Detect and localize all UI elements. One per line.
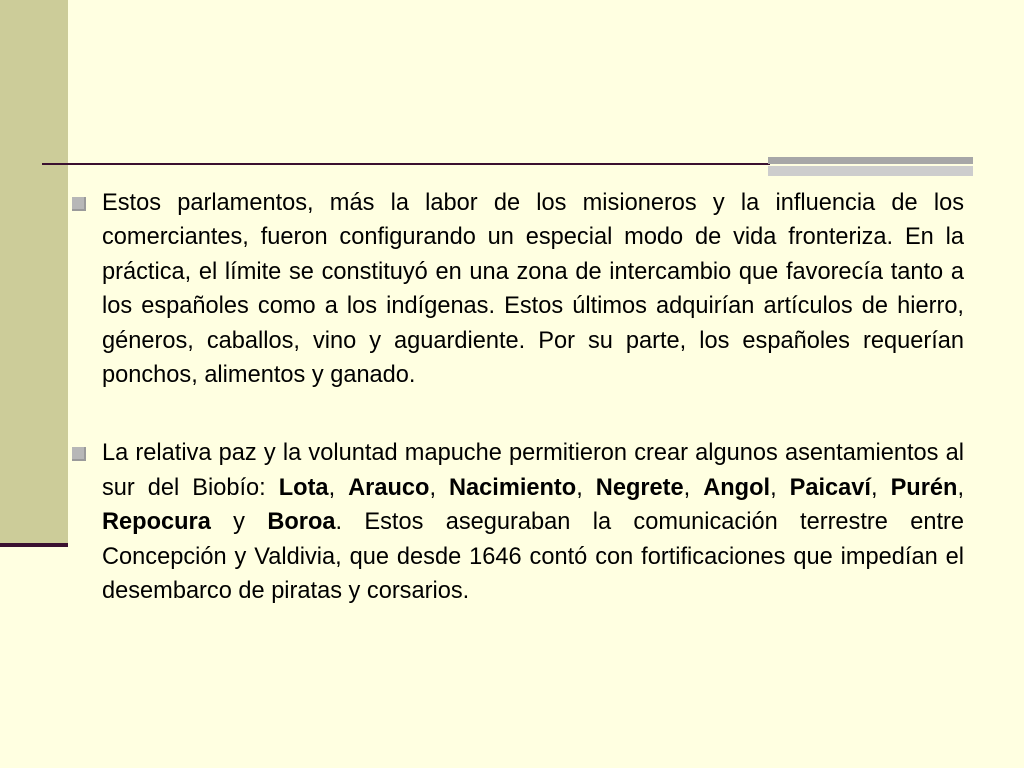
bullet-paragraph-2 bbox=[72, 436, 964, 608]
place-name: Purén bbox=[890, 474, 958, 501]
place-name: Negrete bbox=[595, 474, 684, 501]
separator: , bbox=[870, 474, 891, 501]
place-name: Arauco bbox=[348, 474, 430, 501]
place-name: Paicaví bbox=[789, 474, 871, 501]
title-accent-bands bbox=[768, 157, 973, 177]
title-divider-line bbox=[42, 163, 770, 165]
bullet-text-1: Estos parlamentos, más la labor de los misioneros y la influencia de los comerciantes, fueron configurando un especial modo de vida fronteriza. En la práctica, el límite se constituyó en una zona de intercambio que favorecía tanto a los españoles como a los indígenas. Estos últimos adquirían artículos de hierro, géneros, caballos, vino y aguardiente. Por su parte, los españoles requerían ponchos, alimentos y ganado. bbox=[102, 190, 964, 389]
side-divider-line bbox=[0, 543, 68, 547]
separator: , bbox=[429, 474, 450, 501]
separator: , bbox=[770, 474, 790, 501]
separator: , bbox=[957, 474, 964, 501]
separator: , bbox=[576, 474, 596, 501]
separator: , bbox=[328, 474, 349, 501]
accent-band-dark bbox=[768, 157, 973, 164]
accent-band-light bbox=[768, 166, 973, 176]
place-name: Lota bbox=[278, 474, 329, 501]
place-name: Boroa bbox=[267, 509, 336, 536]
separator: , bbox=[683, 474, 704, 501]
bullet-text-2-outro: . Estos aseguraban la comunicación terrestre entre Concepción y Valdivia, que desde 1646 contó con fortificaciones que impedían el desembarco de piratas y corsarios. bbox=[102, 509, 964, 605]
square-bullet-icon bbox=[72, 197, 86, 211]
bullet-paragraph-1 bbox=[72, 186, 964, 392]
bullet-text-2-intro: La relativa paz y la voluntad mapuche permitieron crear algunos asentamientos al sur del Biobío: bbox=[102, 440, 964, 501]
conjunction: y bbox=[210, 509, 268, 536]
square-bullet-icon bbox=[72, 447, 86, 461]
place-name: Repocura bbox=[102, 509, 211, 536]
place-name: Nacimiento bbox=[449, 474, 577, 501]
place-name: Angol bbox=[703, 474, 771, 501]
slide-content bbox=[72, 186, 964, 652]
side-decorative-bar bbox=[0, 0, 68, 546]
